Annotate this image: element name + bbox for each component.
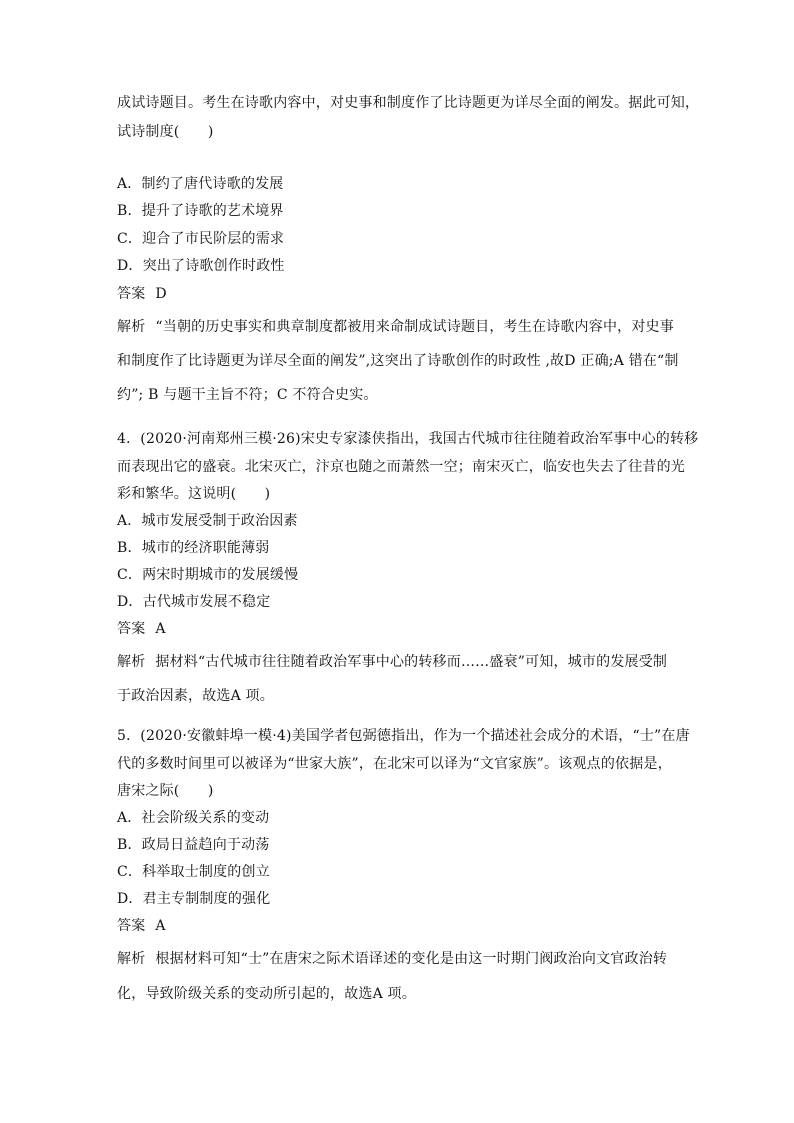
answer-label: 答案 bbox=[117, 286, 146, 302]
q4-option-b: B．城市的经济职能薄弱 bbox=[117, 540, 270, 556]
analysis-text: “当朝的历史事实和典章制度都被用来命制成试诗题目，考生在诗歌内容中，对史事 bbox=[155, 319, 674, 335]
analysis-label: 解析 bbox=[117, 654, 146, 670]
answer-value: A bbox=[155, 621, 166, 637]
q4-analysis-line bbox=[117, 653, 687, 671]
q4-stem-line: 而表现出它的盛衰。北宋灭亡，汴京也随之而萧然一空；南宋灭亡，临安也失去了往昔的光 bbox=[117, 459, 685, 475]
q5-analysis-line bbox=[117, 950, 687, 968]
q5-analysis-line: 化，导致阶级关系的变动所引起的，故选A 项。 bbox=[117, 986, 416, 1002]
analysis-label: 解析 bbox=[117, 951, 146, 967]
q3-answer bbox=[117, 285, 687, 303]
q3-option-d: D．突出了诗歌创作时政性 bbox=[117, 258, 285, 274]
answer-label: 答案 bbox=[117, 621, 146, 637]
q5-stem-line: 5．(2020·安徽蚌埠一模·4)美国学者包弼德指出，作为一个描述社会成分的术语，“士”在唐 bbox=[117, 728, 690, 744]
q3-option-b: B．提升了诗歌的艺术境界 bbox=[117, 203, 284, 219]
answer-label: 答案 bbox=[117, 918, 146, 934]
answer-value: A bbox=[155, 918, 166, 934]
analysis-text: 据材料“古代城市往往随着政治军事中心的转移而……盛衰”可知，城市的发展受制 bbox=[155, 654, 668, 670]
q4-option-d: D．古代城市发展不稳定 bbox=[117, 594, 271, 610]
q3-analysis-line: 约”; B 与题干主旨不符；C 不符合史实。 bbox=[117, 387, 378, 403]
q5-option-d: D．君主专制制度的强化 bbox=[117, 891, 271, 907]
q4-stem-line: 彩和繁华。这说明( ) bbox=[117, 486, 271, 502]
q3-option-a: A．制约了唐代诗歌的发展 bbox=[117, 176, 284, 192]
q5-stem-line: 唐宋之际( ) bbox=[117, 783, 214, 799]
q3-stem-line: 成试诗题目。考生在诗歌内容中，对史事和制度作了比诗题更为详尽全面的阐发。据此可知， bbox=[117, 95, 700, 111]
analysis-label: 解析 bbox=[117, 319, 146, 335]
q3-analysis-line: 和制度作了比诗题更为详尽全面的阐发”,这突出了诗歌创作的时政性 ,故D 正确;A 错在“制 bbox=[117, 353, 679, 369]
q5-option-b: B．政局日益趋向于动荡 bbox=[117, 837, 270, 853]
q5-option-c: C．科举取士制度的创立 bbox=[117, 864, 270, 880]
q4-stem-line: 4．(2020·河南郑州三模·26)宋史专家漆侠指出，我国古代城市往往随着政治军事中心的转移 bbox=[117, 431, 699, 447]
q3-option-c: C．迎合了市民阶层的需求 bbox=[117, 231, 285, 247]
q3-stem-line: 试诗制度( ) bbox=[117, 124, 214, 140]
q5-option-a: A．社会阶级关系的变动 bbox=[117, 810, 270, 826]
q4-analysis-line: 于政治因素，故选A 项。 bbox=[117, 688, 274, 704]
q4-option-c: C．两宋时期城市的发展缓慢 bbox=[117, 567, 299, 583]
q4-answer bbox=[117, 620, 687, 638]
answer-value: D bbox=[155, 286, 167, 302]
q4-option-a: A．城市发展受制于政治因素 bbox=[117, 513, 298, 529]
analysis-text: 根据材料可知“士”在唐宋之际术语译述的变化是由这一时期门阀政治向文官政治转 bbox=[155, 951, 668, 967]
q5-answer bbox=[117, 917, 687, 935]
q3-analysis-line bbox=[117, 318, 687, 336]
q5-stem-line: 代的多数时间里可以被译为“世家大族”，在北宋可以译为“文官家族”。该观点的依据是， bbox=[117, 756, 672, 772]
